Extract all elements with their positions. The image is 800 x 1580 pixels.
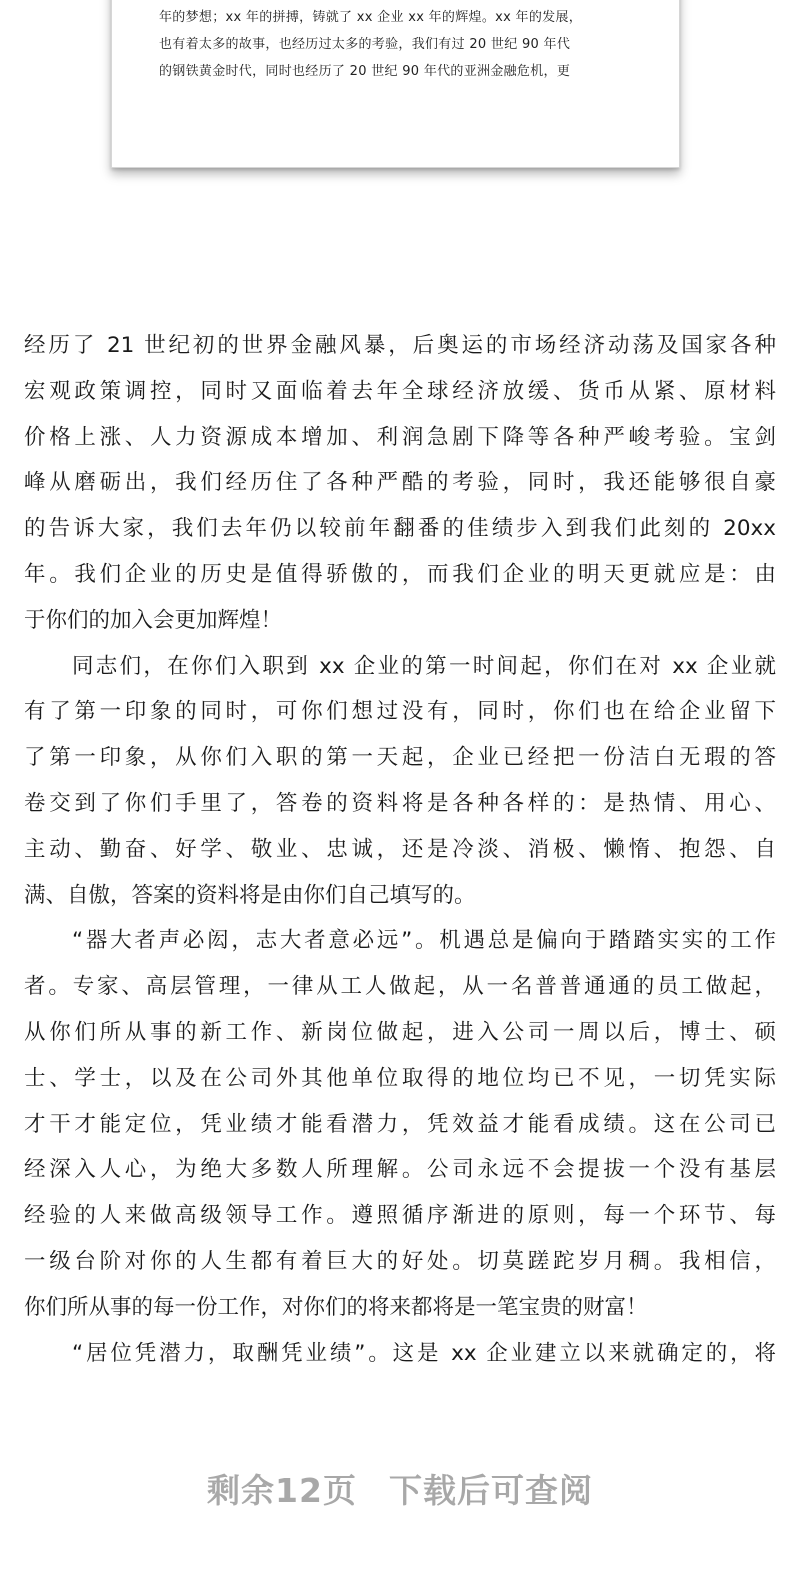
body-line: “居位凭潜力，取酬凭业绩”。这是 xx 企业建立以来就确定的，将 [72, 1340, 776, 1366]
body-line: 从你们所从事的新工作、新岗位做起，进入公司一周以后，博士、硕 [24, 1019, 776, 1045]
body-line: 价格上涨、人力资源成本增加、利润急剧下降等各种严峻考验。宝剑 [24, 424, 776, 450]
body-line: 经验的人来做高级领导工作。遵照循序渐进的原则，每一个环节、每 [24, 1203, 776, 1229]
body-line: 峰从磨砺出，我们经历住了各种严酷的考验，同时，我还能够很自豪 [24, 470, 776, 496]
preview-paragraph [159, 4, 639, 85]
document-body [24, 323, 776, 1376]
preview-line: 年的梦想；xx 年的拼搏，铸就了 xx 企业 xx 年的辉煌。xx 年的发展， [159, 10, 583, 25]
remaining-pages-label: 剩余12页 [207, 1471, 357, 1510]
page-preview-card [111, 0, 680, 168]
body-line: 士、学士，以及在公司外其他单位取得的地位均已不见，一切凭实际 [24, 1065, 776, 1091]
body-line: 满、自傲，答案的资料将是由你们自己填写的。 [24, 882, 476, 908]
preview-line: 的钢铁黄金时代，同时也经历了 20 世纪 90 年代的亚洲金融危机，更 [159, 64, 571, 79]
body-line: 卷交到了你们手里了，答卷的资料将是各种各样的：是热情、用心、 [24, 790, 776, 816]
body-line: 年。我们企业的历史是值得骄傲的，而我们企业的明天更就应是：由 [24, 561, 776, 587]
body-line: 有了第一印象的同时，可你们想过没有，同时，你们也在给企业留下 [24, 699, 776, 725]
body-line: 宏观政策调控，同时又面临着去年全球经济放缓、货币从紧、原材料 [24, 378, 776, 404]
body-line: “器大者声必闳，志大者意必远”。机遇总是偏向于踏踏实实的工作 [72, 928, 776, 954]
body-line: 你们所从事的每一份工作，对你们的将来都将是一笔宝贵的财富！ [24, 1294, 648, 1320]
body-line: 一级台阶对你的人生都有着巨大的好处。切莫蹉跎岁月稠。我相信， [24, 1248, 776, 1274]
body-line: 的告诉大家，我们去年仍以较前年翻番的佳绩步入到我们此刻的 20xx [24, 516, 776, 542]
body-line: 经历了 21 世纪初的世界金融风暴，后奥运的市场经济动荡及国家各种 [24, 333, 776, 358]
body-line: 者。专家、高层管理，一律从工人做起，从一名普普通通的员工做起， [24, 974, 776, 1000]
download-to-view-label: 下载后可查阅 [388, 1471, 593, 1510]
body-line: 才干才能定位，凭业绩才能看潜力，凭效益才能看成绩。这在公司已 [24, 1111, 776, 1137]
preview-line: 也有着太多的故事，也经历过太多的考验，我们有过 20 世纪 90 年代 [159, 37, 571, 52]
body-line: 同志们，在你们入职到 xx 企业的第一时间起，你们在对 xx 企业就 [72, 653, 776, 679]
download-to-read-banner[interactable] [0, 1468, 800, 1514]
body-line: 了第一印象，从你们入职的第一天起，企业已经把一份洁白无瑕的答 [24, 745, 776, 771]
body-line: 经深入人心，为绝大多数人所理解。公司永远不会提拔一个没有基层 [24, 1157, 776, 1183]
body-line: 主动、勤奋、好学、敬业、忠诚，还是冷淡、消极、懒惰、抱怨、自 [24, 836, 776, 862]
body-line: 于你们的加入会更加辉煌！ [24, 607, 283, 633]
